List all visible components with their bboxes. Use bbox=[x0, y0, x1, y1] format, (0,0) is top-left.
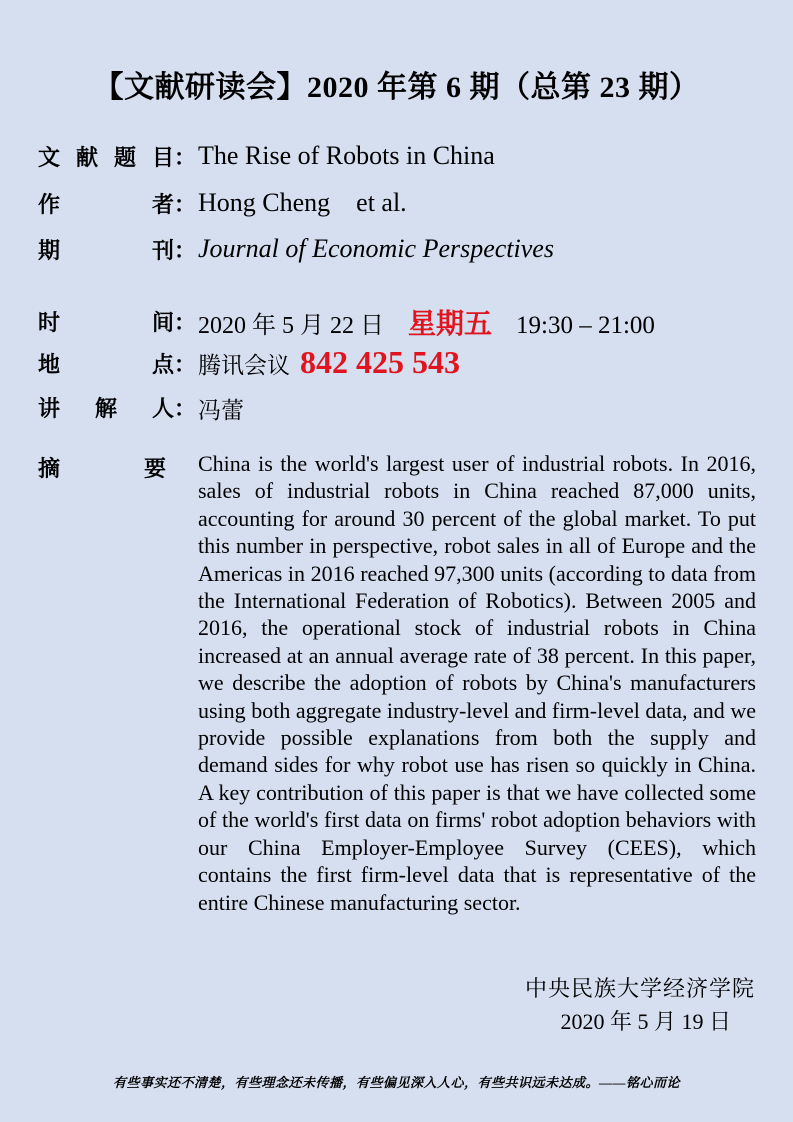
label-char: 点 bbox=[151, 353, 174, 378]
label-char: 献 bbox=[75, 146, 98, 171]
colon: ： bbox=[174, 397, 197, 422]
field-author-label bbox=[38, 188, 174, 219]
field-speaker-label bbox=[38, 392, 174, 423]
session-time-range: 19:30 – 21:00 bbox=[516, 312, 655, 339]
field-place-label bbox=[38, 348, 174, 379]
label-char: 期 bbox=[38, 239, 61, 264]
label-char: 地 bbox=[38, 353, 61, 378]
meeting-id: 842 425 543 bbox=[300, 344, 460, 380]
paper-title: The Rise of Robots in China bbox=[198, 141, 495, 170]
page-title: 【文献研读会】2020 年第 6 期（总第 23 期） bbox=[93, 71, 700, 104]
paper-journal: Journal of Economic Perspectives bbox=[198, 234, 554, 263]
label-char: 解 bbox=[94, 397, 117, 422]
colon: ： bbox=[174, 239, 197, 264]
label-char: 作 bbox=[38, 193, 61, 218]
place-platform: 腾讯会议 bbox=[198, 353, 290, 378]
label-char: 目 bbox=[151, 146, 174, 171]
label-char: 时 bbox=[38, 311, 61, 336]
field-title-label bbox=[38, 141, 174, 172]
label-char: 题 bbox=[113, 146, 136, 171]
session-weekday: 星期五 bbox=[408, 309, 493, 340]
issue-date: 2020 年 5 月 19 日 bbox=[560, 1009, 731, 1034]
colon: ： bbox=[174, 146, 197, 171]
colon: ： bbox=[174, 353, 197, 378]
field-time-label bbox=[38, 306, 174, 337]
label-char: 讲 bbox=[38, 397, 61, 422]
abstract-text: China is the world's largest user of industrial robots. In 2016, sales of industrial robots in China reached 87,000 units, accounting for around 30 percent of the global market. To put this number in perspective, robot sales in all of Europe and the Americas in 2016 reached 97,300 units (according to data from the International Federation of Robotics). Between 2005 and 2016, the operational stock of industrial robots in China increased at an annual average rate of 38 percent. In this paper, we describe the adoption of robots by China's manufacturers using both aggregate industry-level and firm-level data, and we provide possible explanations from both the supply and demand sides for why robot use has risen so quickly in China. A key contribution of this paper is that we have collected some of the world's first data on firms' robot adoption behaviors with our China Employer-Employee Survey (CEES), which contains the first firm-level data that is representative of the entire Chinese manufacturing sector. bbox=[198, 451, 756, 915]
label-char: 刊 bbox=[151, 239, 174, 264]
label-char: 间 bbox=[151, 311, 174, 336]
label-char: 者 bbox=[151, 193, 174, 218]
session-time bbox=[198, 302, 655, 342]
colon: ： bbox=[174, 193, 197, 218]
field-journal-label bbox=[38, 234, 174, 265]
speaker-name: 冯蕾 bbox=[198, 398, 244, 423]
field-abstract-label bbox=[38, 452, 166, 483]
label-char: 要 bbox=[143, 457, 166, 482]
colon: ： bbox=[174, 311, 197, 336]
paper-author: Hong Cheng et al. bbox=[198, 188, 407, 217]
footer-motto: 有些事实还不清楚，有些理念还未传播，有些偏见深入人心，有些共识远未达成。——铭心而论 bbox=[112, 1075, 680, 1090]
label-char: 文 bbox=[38, 146, 61, 171]
label-char: 摘 bbox=[38, 457, 61, 482]
session-date: 2020 年 5 月 22 日 bbox=[198, 313, 384, 339]
label-char: 人 bbox=[151, 397, 174, 422]
session-place bbox=[198, 344, 460, 381]
organization: 中央民族大学经济学院 bbox=[524, 976, 755, 1001]
